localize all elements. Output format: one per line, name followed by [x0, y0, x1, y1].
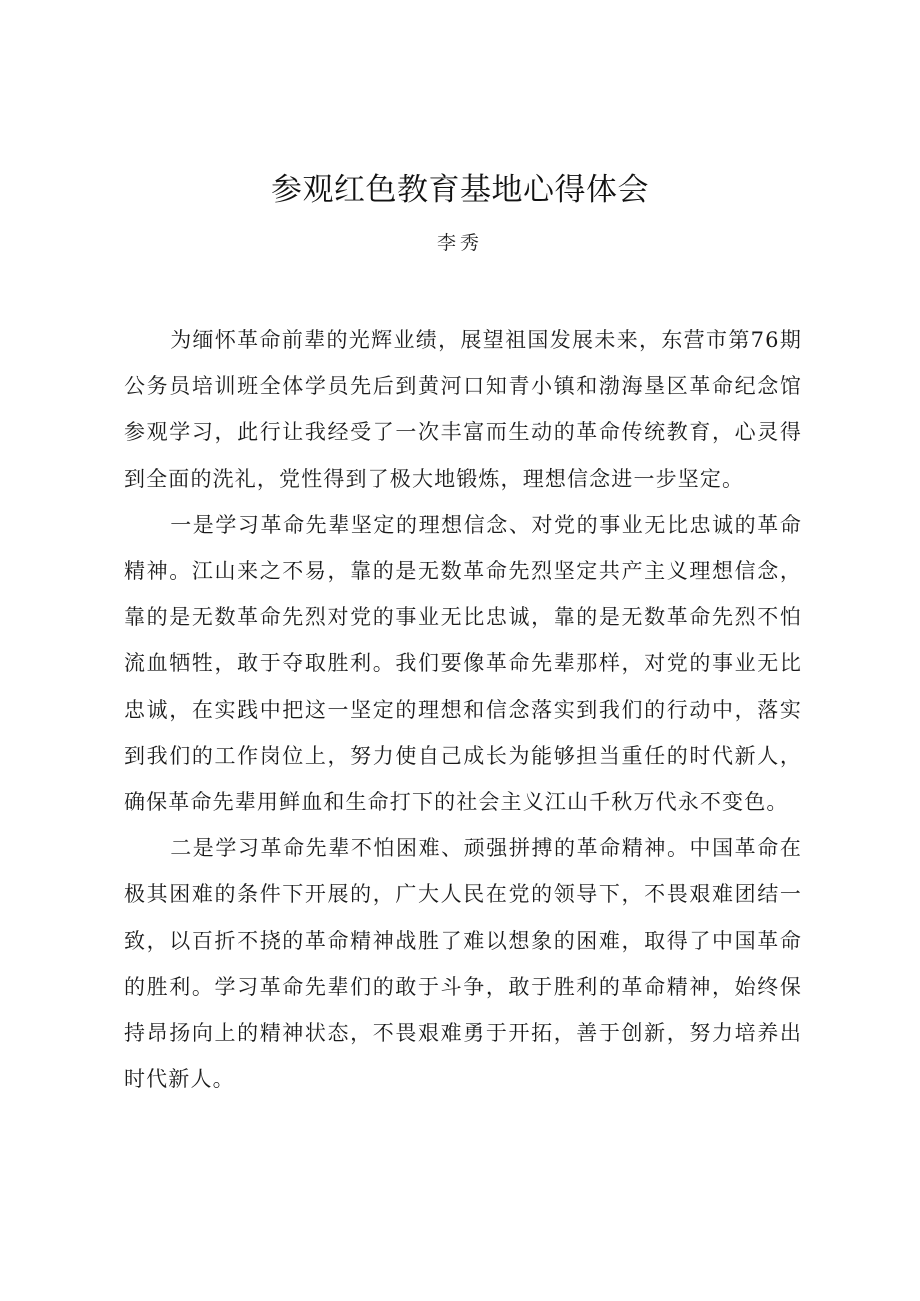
document-body — [124, 317, 802, 1102]
body-paragraph-intro: 为缅怀革命前辈的光辉业绩，展望祖国发展未来，东营市第76期公务员培训班全体学员先后到黄河口知青小镇和渤海垦区革命纪念馆参观学习，此行让我经受了一次丰富而生动的革命传统教育，心灵得到全面的洗礼，党性得到了极大地锻炼，理想信念进一步坚定。 — [124, 328, 802, 491]
document-author: 李秀 — [436, 232, 483, 254]
document-title: 参观红色教育基地心得体会 — [271, 172, 649, 208]
body-paragraph-first-point: 一是学习革命先辈坚定的理想信念、对党的事业无比忠诚的革命精神。江山来之不易，靠的是无数革命先烈坚定共产主义理想信念，靠的是无数革命先烈对党的事业无比忠诚，靠的是无数革命先烈不怕流血牺牲，敢于夺取胜利。我们要像革命先辈那样，对党的事业无比忠诚，在实践中把这一坚定的理想和信念落实到我们的行动中，落实到我们的工作岗位上，努力使自己成长为能够担当重任的时代新人，确保革命先辈用鲜血和生命打下的社会主义江山千秋万代永不变色。 — [124, 512, 802, 815]
body-paragraph-second-point: 二是学习革命先辈不怕困难、顽强拼搏的革命精神。中国革命在极其困难的条件下开展的，广大人民在党的领导下，不畏艰难团结一致，以百折不挠的革命精神战胜了难以想象的困难，取得了中国革命的胜利。学习革命先辈们的敢于斗争，敢于胜利的革命精神，始终保持昂扬向上的精神状态，不畏艰难勇于开拓，善于创新，努力培养出时代新人。 — [124, 836, 802, 1092]
